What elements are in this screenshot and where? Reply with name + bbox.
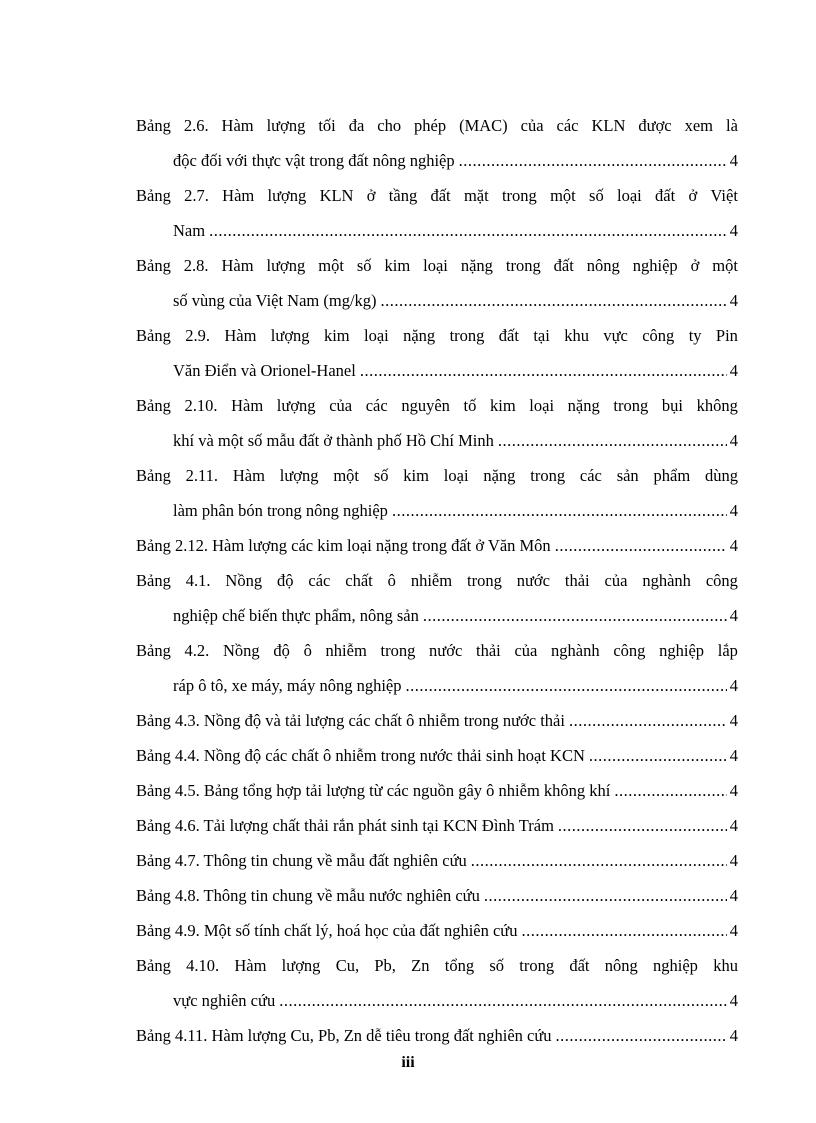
toc-entry-word: mặt [463, 186, 489, 205]
toc-entry-word: của [604, 571, 628, 590]
dot-leader [614, 773, 726, 808]
toc-entry-text: Bảng 4.9. Một số tính chất lý, hoá học của đất nghiên cứu [136, 921, 518, 940]
toc-entry-continuation-line [136, 143, 738, 178]
toc-entry-word: đất [498, 326, 519, 345]
toc-entry-word: trong [380, 641, 416, 660]
toc-entry-word: xem [684, 116, 714, 135]
toc-entry-word: dùng [704, 466, 738, 485]
toc-page-number: 4 [729, 501, 738, 520]
toc-entry-word: đất [655, 186, 676, 205]
dot-leader [459, 143, 727, 178]
toc-entry-word: cho [377, 116, 402, 135]
dot-leader [423, 598, 727, 633]
toc-entry-word: một [318, 256, 344, 275]
toc-entry-word: một [550, 186, 576, 205]
toc-entry-continuation-line [136, 668, 738, 703]
toc-entry-word: 2.8. [183, 256, 209, 275]
toc-entry-word: số [589, 186, 604, 205]
toc-entry-word: nước [429, 641, 463, 660]
toc-entry-word: lượng [270, 326, 310, 345]
toc-entry-word: Pb, [374, 956, 396, 975]
toc-entry-continuation-line [136, 283, 738, 318]
toc-entry-text: Bảng 4.6. Tải lượng chất thải rắn phát sinh tại KCN Đình Trám [136, 816, 554, 835]
toc-entry-word: loại [363, 326, 389, 345]
toc-entry-word: thải [475, 641, 501, 660]
toc-entry-word: trong [530, 466, 566, 485]
toc-entry-word: tại [533, 326, 550, 345]
toc-entry-title-line [136, 948, 738, 983]
toc-entry-word: một [712, 256, 738, 275]
toc-entry[interactable] [136, 738, 738, 773]
toc-entry-word: các [308, 571, 331, 590]
toc-entry-word: công [613, 641, 646, 660]
toc-entry-word: khu [713, 956, 738, 975]
toc-entry-word: Hàm [222, 186, 255, 205]
toc-entry[interactable] [136, 633, 738, 703]
page-number: iii [401, 1054, 415, 1071]
toc-entry-text: Văn Điển và Orionel-Hanel [173, 361, 356, 380]
toc-page-number: 4 [729, 746, 738, 765]
toc-page-number: 4 [729, 676, 738, 695]
toc-entry-title-line [136, 878, 738, 913]
toc-entry-word: nhiễm [325, 641, 367, 660]
toc-entry-word: Bảng [136, 466, 171, 485]
toc-entry-word: nặng [460, 256, 493, 275]
toc-entry-word: trong [613, 396, 649, 415]
toc-entry-text: Bảng 4.8. Thông tin chung về mẫu nước nghiên cứu [136, 886, 480, 905]
toc-entry-word: KLN [591, 116, 626, 135]
toc-entry-word: Bảng [136, 186, 171, 205]
toc-entry-word: tối [318, 116, 336, 135]
dot-leader [522, 913, 727, 948]
toc-entry-word: loại [529, 396, 555, 415]
dot-leader [569, 703, 727, 738]
toc-entry-word: nghành [551, 641, 600, 660]
toc-entry-word: nông [586, 256, 620, 275]
toc-entry-word: 2.11. [185, 466, 219, 485]
toc-entry-word: nghiệp [659, 641, 705, 660]
toc-entry-text: độc đối với thực vật trong đất nông nghiệp [173, 151, 455, 170]
toc-entry-word: nghành [642, 571, 691, 590]
toc-entry-word: Pin [715, 326, 738, 345]
toc-entry-word: trong [519, 956, 555, 975]
toc-entry-word: tố [463, 396, 477, 415]
toc-entry-title-line [136, 913, 738, 948]
toc-entry-word: lượng [266, 256, 306, 275]
toc-entry-word: Bảng [136, 116, 171, 135]
toc-entry-text: Bảng 4.11. Hàm lượng Cu, Pb, Zn dễ tiêu trong đất nghiên cứu [136, 1026, 552, 1045]
dot-leader [589, 738, 727, 773]
toc-entry-word: Hàm [232, 466, 265, 485]
toc-page-number: 4 [729, 886, 738, 905]
toc-entry[interactable] [136, 388, 738, 458]
toc-entry-word: là [725, 116, 738, 135]
dot-leader [555, 528, 727, 563]
toc-entry-continuation-line [136, 423, 738, 458]
toc-entry[interactable] [136, 703, 738, 738]
toc-page-number: 4 [729, 816, 738, 835]
toc-page-number: 4 [729, 431, 738, 450]
toc-entry-word: tầng [388, 186, 418, 205]
toc-entry-word: nước [516, 571, 550, 590]
toc-entry-word: kim [403, 466, 429, 485]
toc-entry-word: số [489, 956, 504, 975]
toc-entry-word: tổng [444, 956, 475, 975]
toc-entry-title-line [136, 563, 738, 598]
toc-entry-word: nặng [483, 466, 516, 485]
toc-entry-title-line [136, 388, 738, 423]
toc-entry-word: sản [616, 466, 639, 485]
toc-entry-word: Việt [710, 186, 738, 205]
toc-entry-word: độ [273, 641, 290, 660]
toc-entry-word: 2.6. [183, 116, 209, 135]
dot-leader [209, 213, 727, 248]
toc-entry-word: (MAC) [459, 116, 508, 135]
toc-entry-word: các [579, 466, 602, 485]
toc-entry-word: loại [617, 186, 642, 205]
toc-entry-word: ty [688, 326, 702, 345]
toc-entry-word: trong [505, 256, 541, 275]
dot-leader [556, 1018, 727, 1053]
toc-entry-word: lượng [279, 466, 319, 485]
toc-entry-word: Bảng [136, 571, 171, 590]
toc-entry-word: được [638, 116, 672, 135]
toc-entry-word: Hàm [221, 116, 254, 135]
toc-entry-word: Bảng [136, 326, 171, 345]
toc-entry-word: đất [553, 256, 574, 275]
toc-entry-word: Bảng [136, 256, 171, 275]
toc-entry-word: không [696, 396, 738, 415]
toc-entry-word: bụi [661, 396, 683, 415]
toc-entry-word: 4.2. [184, 641, 210, 660]
toc-entry-word: của [514, 641, 538, 660]
toc-entry-title-line [136, 528, 738, 563]
toc-entry-text: vực nghiên cứu [173, 991, 276, 1010]
toc-entry-word: phẩm [653, 466, 691, 485]
toc-entry-word: số [373, 466, 389, 485]
toc-entry-word: 2.9. [185, 326, 210, 345]
toc-page-number: 4 [729, 151, 738, 170]
toc-page-number: 4 [729, 921, 738, 940]
toc-entry-word: Zn [411, 956, 430, 975]
toc-entry-word: ô [303, 641, 312, 660]
toc-entry-word: Cu, [335, 956, 360, 975]
toc-page-number: 4 [729, 291, 738, 310]
toc-entry-title-line [136, 248, 738, 283]
toc-entry-title-line [136, 1018, 738, 1053]
toc-entry-title-line [136, 318, 738, 353]
toc-entry-word: nghiệp [632, 256, 678, 275]
toc-entry-text: Bảng 4.7. Thông tin chung về mẫu đất nghiên cứu [136, 851, 467, 870]
toc-entry-word: lắp [717, 641, 738, 660]
toc-entry-word: chất [345, 571, 373, 590]
toc-entry-word: kim [490, 396, 516, 415]
dot-leader [360, 353, 727, 388]
toc-entry-word: nông [604, 956, 638, 975]
toc-entry-title-line [136, 633, 738, 668]
toc-entry[interactable] [136, 1018, 738, 1053]
toc-entry-word: nặng [403, 326, 436, 345]
toc-entry-word: đa [348, 116, 365, 135]
toc-entry-text: làm phân bón trong nông nghiệp [173, 501, 388, 520]
toc-entry-word: của [520, 116, 544, 135]
toc-entry-word: ô [387, 571, 396, 590]
toc-entry-word: Hàm [221, 256, 254, 275]
toc-entry-text: ráp ô tô, xe máy, máy nông nghiệp [173, 676, 402, 695]
toc-entry[interactable] [136, 843, 738, 878]
toc-entry-word: Bảng [136, 641, 171, 660]
toc-entry[interactable] [136, 178, 738, 248]
toc-page-number: 4 [729, 711, 738, 730]
toc-entry-word: trong [449, 326, 485, 345]
toc-entry-continuation-line [136, 983, 738, 1018]
dot-leader [471, 843, 727, 878]
toc-entry-word: một [333, 466, 359, 485]
toc-page-number: 4 [729, 991, 738, 1010]
toc-entry-word: khu [564, 326, 589, 345]
list-of-tables [136, 108, 738, 1053]
toc-entry-word: đất [430, 186, 451, 205]
toc-entry-word: 4.1. [185, 571, 211, 590]
toc-entry-word: 2.7. [184, 186, 209, 205]
toc-entry-text: khí và một số mẫu đất ở thành phố Hồ Chí Minh [173, 431, 494, 450]
toc-entry-title-line [136, 808, 738, 843]
toc-entry-word: độ [276, 571, 294, 590]
toc-page-number: 4 [729, 606, 738, 625]
toc-entry-word: lượng [267, 186, 307, 205]
toc-entry-text: số vùng của Việt Nam (mg/kg) [173, 291, 377, 310]
toc-entry-word: các [365, 396, 388, 415]
toc-entry[interactable] [136, 563, 738, 633]
toc-entry[interactable] [136, 458, 738, 528]
toc-entry-word: Hàm [224, 326, 257, 345]
toc-entry-text: Bảng 4.3. Nồng độ và tải lượng các chất ô nhiễm trong nước thải [136, 711, 565, 730]
toc-entry-title-line [136, 178, 738, 213]
toc-entry-word: ở [690, 256, 700, 275]
toc-entry-continuation-line [136, 213, 738, 248]
toc-entry-word: vực [603, 326, 628, 345]
toc-entry-title-line [136, 703, 738, 738]
toc-entry-word: phép [414, 116, 447, 135]
toc-entry-word: lượng [266, 116, 306, 135]
toc-entry-word: nặng [567, 396, 600, 415]
toc-entry-word: trong [466, 571, 502, 590]
toc-entry-word: ở [366, 186, 376, 205]
toc-entry-word: nghiệp [653, 956, 698, 975]
toc-entry-continuation-line [136, 598, 738, 633]
toc-entry-title-line [136, 738, 738, 773]
dot-leader [484, 878, 727, 913]
toc-entry-word: các [556, 116, 579, 135]
toc-entry-word: ở [688, 186, 698, 205]
toc-entry-word: Nồng [225, 571, 263, 590]
toc-entry-word: nguyên [401, 396, 450, 415]
toc-entry-text: Bảng 4.4. Nồng độ các chất ô nhiễm trong nước thải sinh hoạt KCN [136, 746, 585, 765]
toc-entry-title-line [136, 108, 738, 143]
toc-entry-word: lượng [276, 396, 316, 415]
toc-entry[interactable] [136, 318, 738, 388]
toc-entry-word: số [356, 256, 372, 275]
dot-leader [406, 668, 727, 703]
toc-entry-word: Nồng [223, 641, 260, 660]
toc-entry-continuation-line [136, 353, 738, 388]
toc-entry-word: đất [569, 956, 590, 975]
dot-leader [392, 493, 727, 528]
toc-entry[interactable] [136, 108, 738, 178]
toc-entry-word: kim [323, 326, 350, 345]
toc-entry-word: Hàm [231, 396, 264, 415]
toc-page-number: 4 [729, 781, 738, 800]
toc-entry-text: Bảng 4.5. Bảng tổng hợp tải lượng từ các nguồn gây ô nhiễm không khí [136, 781, 611, 800]
dot-leader [558, 808, 727, 843]
toc-entry-word: nhiễm [410, 571, 453, 590]
toc-entry-word: lượng [281, 956, 321, 975]
toc-entry-word: Hàm [234, 956, 267, 975]
toc-entry-word: trong [501, 186, 537, 205]
toc-entry-word: Bảng [136, 396, 171, 415]
toc-entry-word: công [642, 326, 675, 345]
dot-leader [279, 983, 727, 1018]
dot-leader [381, 283, 727, 318]
toc-entry-title-line [136, 843, 738, 878]
toc-entry-text: nghiệp chế biến thực phẩm, nông sản [173, 606, 419, 625]
toc-entry-word: loại [443, 466, 469, 485]
toc-entry-word: công [705, 571, 738, 590]
toc-entry[interactable] [136, 773, 738, 808]
toc-entry[interactable] [136, 808, 738, 843]
toc-entry[interactable] [136, 948, 738, 1018]
toc-entry-word: 4.10. [186, 956, 220, 975]
toc-entry[interactable] [136, 248, 738, 318]
toc-entry-word: kim [384, 256, 411, 275]
toc-entry[interactable] [136, 528, 738, 563]
toc-page-number: 4 [729, 1026, 738, 1045]
toc-entry-text: Bảng 2.12. Hàm lượng các kim loại nặng trong đất ở Văn Môn [136, 536, 551, 555]
toc-page-number: 4 [729, 851, 738, 870]
toc-entry-continuation-line [136, 493, 738, 528]
toc-entry-title-line [136, 773, 738, 808]
toc-entry-word: thải [564, 571, 590, 590]
toc-page-number: 4 [729, 221, 738, 240]
toc-entry-word: KLN [319, 186, 354, 205]
toc-entry-word: 2.10. [184, 396, 218, 415]
toc-page-number: 4 [729, 536, 738, 555]
toc-entry-title-line [136, 458, 738, 493]
toc-entry-word: Bảng [136, 956, 171, 975]
toc-entry[interactable] [136, 878, 738, 913]
toc-entry-text: Nam [173, 221, 206, 240]
toc-entry-word: của [329, 396, 353, 415]
dot-leader [498, 423, 727, 458]
toc-entry-word: loại [423, 256, 448, 275]
toc-entry[interactable] [136, 913, 738, 948]
toc-page-number: 4 [729, 361, 738, 380]
